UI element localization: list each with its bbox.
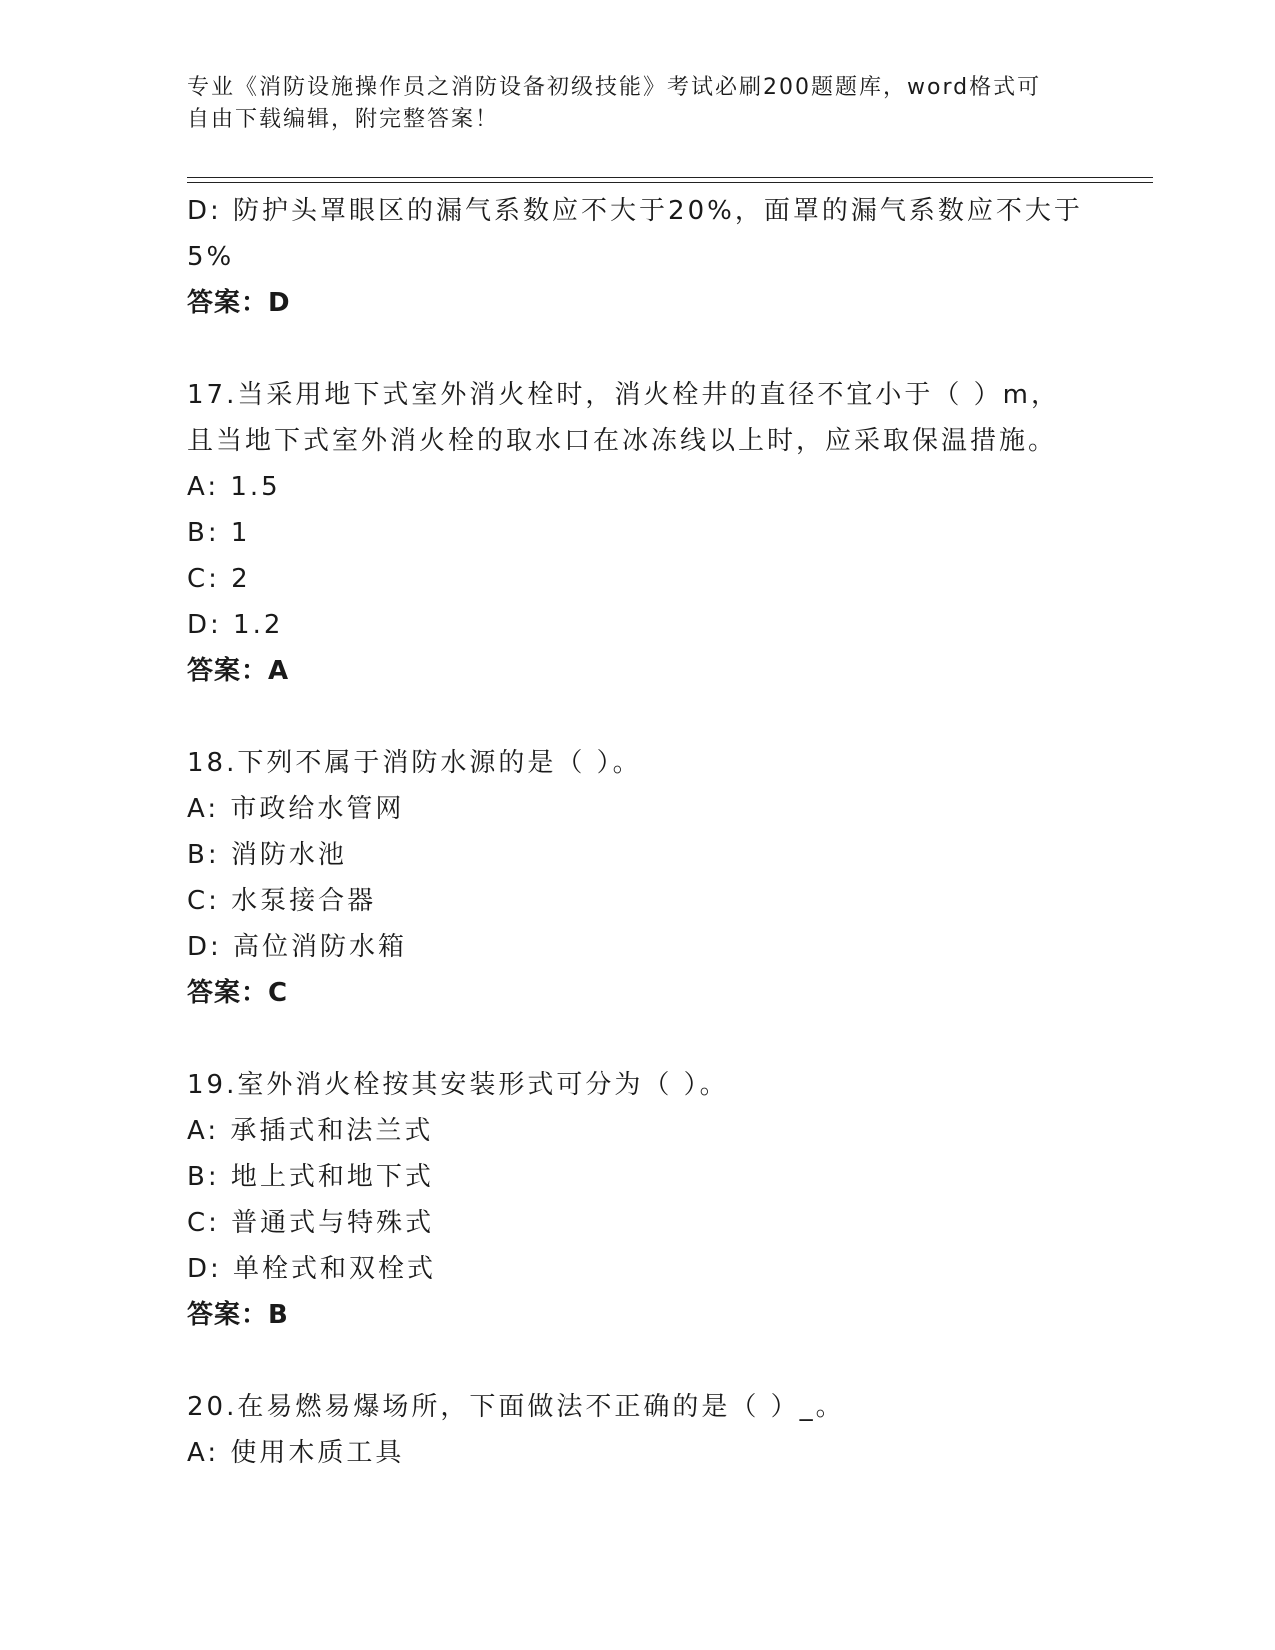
question-stem-line-1: 18.下列不属于消防水源的是（ ）。	[187, 748, 642, 778]
header-title-line-2: 自由下载编辑，附完整答案！	[187, 107, 500, 132]
spacer	[187, 1338, 1087, 1384]
answer-label: 答案：B	[187, 1300, 289, 1330]
option-a: A: 1.5	[187, 472, 281, 502]
spacer	[187, 694, 1087, 740]
question-stem-line-1: 20.在易燃易爆场所，下面做法不正确的是（ ）_。	[187, 1392, 845, 1422]
spacer	[187, 1016, 1087, 1062]
option-b: B: 1	[187, 518, 251, 548]
option-d: D: 单栓式和双栓式	[187, 1254, 437, 1284]
question-18	[187, 740, 1087, 1016]
spacer	[187, 326, 1087, 372]
option-a: A: 承插式和法兰式	[187, 1116, 434, 1146]
header-title-line-1: 专业《消防设施操作员之消防设备初级技能》考试必刷200题题库，word格式可	[187, 75, 1042, 100]
answer-label: 答案：D	[187, 288, 291, 318]
question-stem-line-1: 19.室外消火栓按其安装形式可分为（ ）。	[187, 1070, 729, 1100]
question-17	[187, 372, 1087, 694]
page-header	[187, 72, 1067, 136]
question-stem-line-1: 17.当采用地下式室外消火栓时，消火栓井的直径不宜小于（ ）m，	[187, 380, 1060, 410]
header-divider-top	[187, 177, 1153, 178]
question-content	[187, 188, 1087, 1476]
answer-label: 答案：C	[187, 978, 289, 1008]
option-c: C: 水泵接合器	[187, 886, 377, 916]
option-d: D: 高位消防水箱	[187, 932, 408, 962]
answer-label: 答案：A	[187, 656, 290, 686]
option-b: B: 地上式和地下式	[187, 1162, 434, 1192]
question-stem-line-2: 且当地下式室外消火栓的取水口在冰冻线以上时，应采取保温措施。	[187, 426, 1058, 456]
option-c: C: 普通式与特殊式	[187, 1208, 435, 1238]
question-19	[187, 1062, 1087, 1338]
option-a: A: 市政给水管网	[187, 794, 405, 824]
option-d: D: 1.2	[187, 610, 284, 640]
option-d-line-2: 5%	[187, 242, 235, 272]
question-16-continuation	[187, 188, 1087, 326]
option-a: A: 使用木质工具	[187, 1438, 405, 1468]
option-d-line-1: D: 防护头罩眼区的漏气系数应不大于20%，面罩的漏气系数应不大于	[187, 196, 1083, 226]
option-c: C: 2	[187, 564, 251, 594]
option-b: B: 消防水池	[187, 840, 347, 870]
question-20	[187, 1384, 1087, 1476]
header-divider-bottom	[187, 182, 1153, 183]
